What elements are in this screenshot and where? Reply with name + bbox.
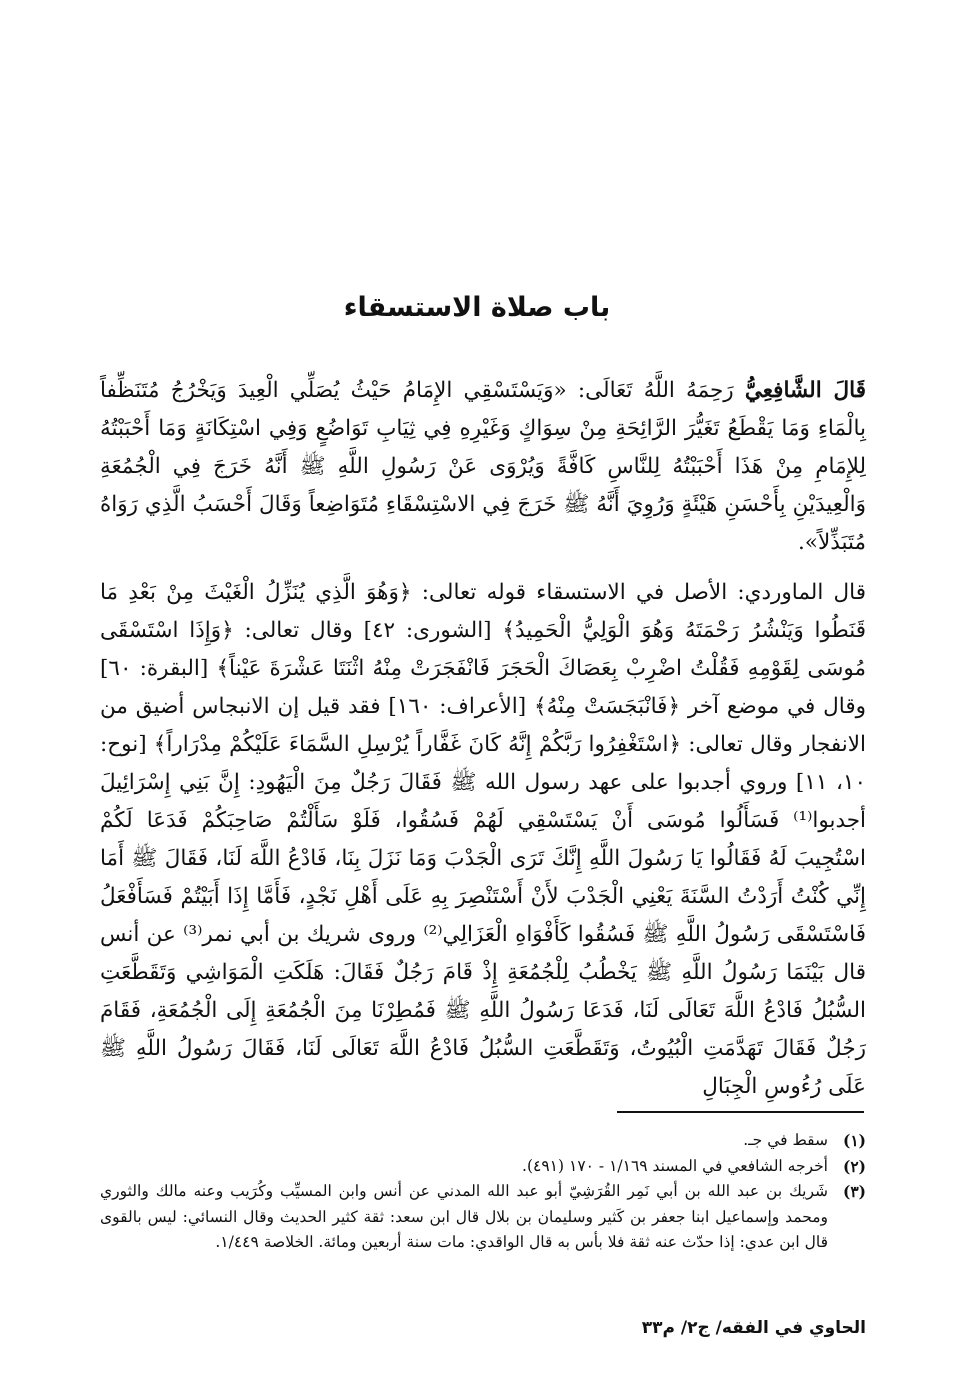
footnote-number: (١) (842, 1131, 866, 1150)
paragraph-1-lead: قَالَ الشَّافِعِيُّ (744, 378, 866, 403)
paragraph-2 (100, 574, 866, 1106)
footnote-text: شَريك بن عبد الله بن أبي نَمِر القُرَشِيّ أبو عبد الله المدني عن أنس وابن المسيِّب وكُرَيب وعنه مالك والثوري ومحمد وإسماعيل ابنا جعفر بن كَثير وسليمان بن بلال قال ابن سعد: ثقة كثير الحديث وقال النسائي: ليس بالقوى قال ابن عدي: إذا حدّث عنه ثقة فلا بأس به قال الواقدي: مات سنة أربعين ومائة. الخلاصة ١/٤٤٩. (100, 1182, 828, 1251)
footnotes (100, 1128, 866, 1256)
footnote-number: (٢) (842, 1156, 866, 1176)
main-text (100, 372, 866, 1118)
chapter-title: باب صلاة الاستسقاء (343, 292, 611, 323)
running-footer: الحاوي في الفقه/ ج٢/ م٣٣ (641, 1318, 866, 1338)
footnote-2 (100, 1154, 866, 1180)
footnote-3 (100, 1179, 866, 1256)
paragraph-1 (100, 372, 866, 562)
footnote-divider (617, 1111, 864, 1113)
footnote-text: أخرجه الشافعي في المسند ١/١٦٩ - ١٧٠ (٤٩١). (522, 1156, 828, 1175)
footnote-1 (100, 1128, 866, 1154)
footnote-text: سقط في جـ. (743, 1131, 828, 1149)
footnote-number: (٣) (842, 1182, 866, 1201)
paragraph-1-text: رَحِمَهُ اللَّهُ تَعَالَى: «وَيَسْتَسْقِي الإِمَامُ حَيْثُ يُصَلِّي الْعِيدَ وَيَخْرُجُ مُتَنَظِّفاً بِالْمَاءِ وَمَا يَقْطَعُ تَغَيُّرَ الرَّائِحَةِ مِنْ سِوَاكٍ وَغَيْرِهِ فِي ثِيَابِ تَوَاضُعٍ وَفِي اسْتِكَانَةٍ وَمَا أَحْبَبْتُهُ لِلإِمَامِ مِنْ هَذَا أَحْبَبْتُهُ لِلنَّاسِ كَافَّةً وَيُرْوَى عَنْ رَسُولِ اللَّهِ ﷺ أَنَّهُ خَرَجَ فِي الْجُمُعَةِ وَالْعِيدَيْنِ بِأَحْسَنِ هَيْئَةٍ وَرُوِيَ أَنَّهُ ﷺ خَرَجَ فِي الاسْتِسْقَاءِ مُتَوَاضِعاً وَقَالَ أَحْسَبُ الَّذِي رَوَاهُ مُتَبَذِّلاً». (100, 378, 866, 555)
paragraph-2-text: قال الماوردي: الأصل في الاستسقاء قوله تعالى: ﴿وَهُوَ الَّذِي يُنَزِّلُ الْغَيْثَ مِنْ بَعْدِ مَا قَنَطُوا وَيَنْشُرُ رَحْمَتَهُ وَهُوَ الْوَلِيُّ الْحَمِيدُ﴾ [الشورى: ٤٢] وقال تعالى: ﴿وَإِذَا اسْتَسْقَى مُوسَى لِقَوْمِهِ فَقُلْتُ اضْرِبْ بِعَصَاكَ الْحَجَرَ فَانْفَجَرَتْ مِنْهُ اثْنَتَا عَشْرَةَ عَيْناً﴾ [البقرة: ٦٠] وقال في موضع آخر ﴿فَانْبَجَسَتْ مِنْهُ﴾ [الأعراف: ١٦٠] فقد قيل إن الانبجاس أضيق من الانفجار وقال تعالى: ﴿اسْتَغْفِرُوا رَبَّكُمْ إِنَّهُ كَانَ غَفَّاراً يُرْسِلِ السَّمَاءَ عَلَيْكُمْ مِدْرَاراً﴾ [نوح: ١٠، ١١] وروي أجدبوا على عهد رسول الله ﷺ فَقَالَ رَجُلٌ مِنَ الْيَهُودِ: إِنَّ بَنِي إِسْرَائِيلَ أجدبوا⁽¹⁾ فَسَأَلُوا مُوسَى أَنْ يَسْتَسْقِي لَهُمْ فَسُقُوا، فَلَوْ سَأَلْتُمْ صَاحِبَكُمْ فَدَعَا لَكُمْ اسْتُجِيبَ لَهُ فَقَالُوا يَا رَسُولَ اللَّهِ إِنَّكَ تَرَى الْجَدْبَ وَمَا نَزَلَ بِنَا، فَادْعُ اللَّهَ لَنَا، فَقَالَ ﷺ أَمَا إِنِّي كُنْتُ أَرَدْتُ السَّنَةَ يَعْنِي الْجَدْبَ لأَنْ أَسْتَنْصِرَ بِهِ عَلَى أَهْلِ نَجْدٍ، فَأَمَّا إِذَا أَبَيْتُمْ فَسَأَفْعَلُ فَاسْتَسْقَى رَسُولُ اللَّهِ ﷺ فَسُقُوا كَأَفْوَاهِ الْعَزَالِي⁽²⁾ وروى شريك بن أبي نمر⁽³⁾ عن أنس قال بَيْنَمَا رَسُولُ اللَّهِ ﷺ يَخْطُبُ لِلْجُمُعَةِ إِذْ قَامَ رَجُلٌ فَقَالَ: هَلَكَتِ الْمَوَاشِي وَتَقَطَّعَتِ السُّبُلُ فَادْعُ اللَّهَ تَعَالَى لَنَا، فَدَعَا رَسُولُ اللَّهِ ﷺ فَمُطِرْنَا مِنَ الْجُمُعَةِ إِلَى الْجُمُعَةِ، فَقَامَ رَجُلٌ فَقَالَ تَهَدَّمَتِ الْبُيُوتُ، وَتَقَطَّعَتِ السُّبُلُ فَادْعُ اللَّهَ تَعَالَى لَنَا، فَقَالَ رَسُولُ اللَّهِ ﷺ عَلَى رُءُوسِ الْجِبَالِ (100, 580, 867, 1099)
